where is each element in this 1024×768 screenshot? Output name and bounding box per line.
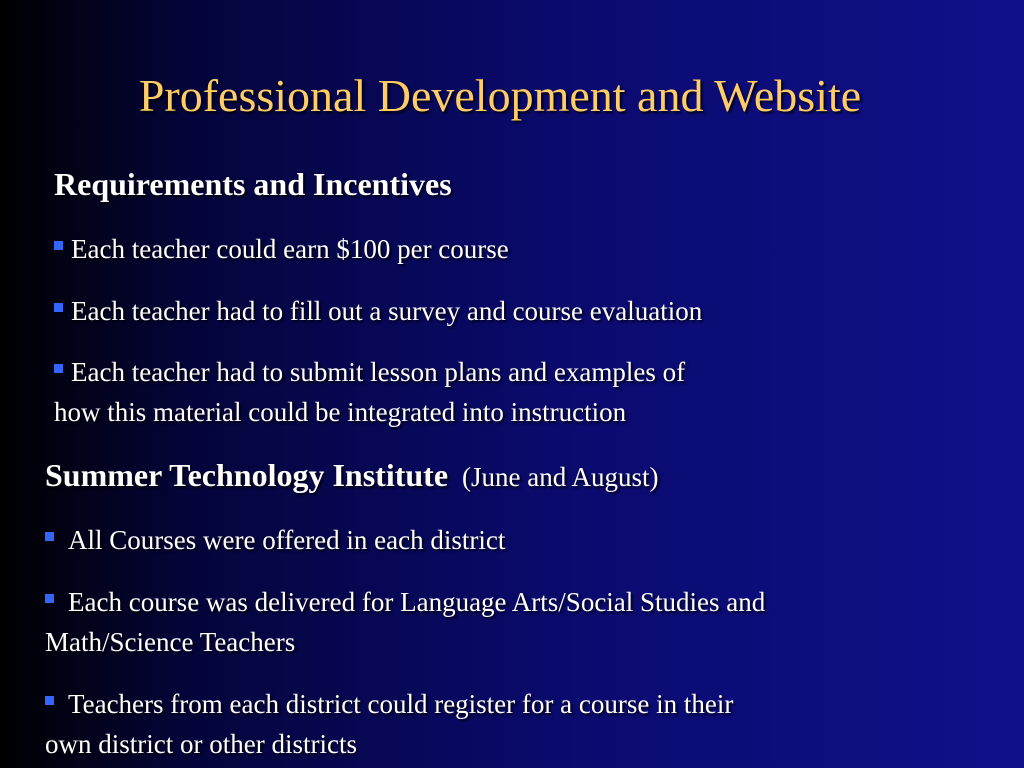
section-subheading: (June and August) [462,462,659,492]
section-heading-requirements [54,165,452,203]
list-item-text: Teachers from each district could register for a course in their [68,689,734,719]
list-item [54,291,702,331]
list-item [45,520,505,560]
list-item [54,352,685,432]
square-bullet-icon [45,532,54,541]
list-item-text-continued: own district or other districts [45,729,357,759]
list-item-text: Each teacher had to fill out a survey and course evaluation [71,296,703,326]
list-item-text-continued: how this material could be integrated into instruction [54,397,627,427]
list-item-text: Each teacher could earn $100 per course [71,234,509,264]
section-heading-summer-institute [45,456,659,496]
section-heading-text: Requirements and Incentives [54,166,452,202]
list-item [54,229,509,269]
list-item-text: Each teacher had to submit lesson plans and examples of [71,357,686,387]
square-bullet-icon [54,303,63,312]
list-item-text: Each course was delivered for Language Arts/Social Studies and [68,587,766,617]
square-bullet-icon [45,696,54,705]
square-bullet-icon [45,594,54,603]
list-item-text: All Courses were offered in each district [68,525,506,555]
list-item [45,684,733,764]
section-heading-text: Summer Technology Institute [45,457,449,493]
square-bullet-icon [54,364,63,373]
list-item [45,582,765,662]
slide-title: Professional Development and Website [138,70,862,121]
square-bullet-icon [54,241,63,250]
list-item-text-continued: Math/Science Teachers [45,627,296,657]
